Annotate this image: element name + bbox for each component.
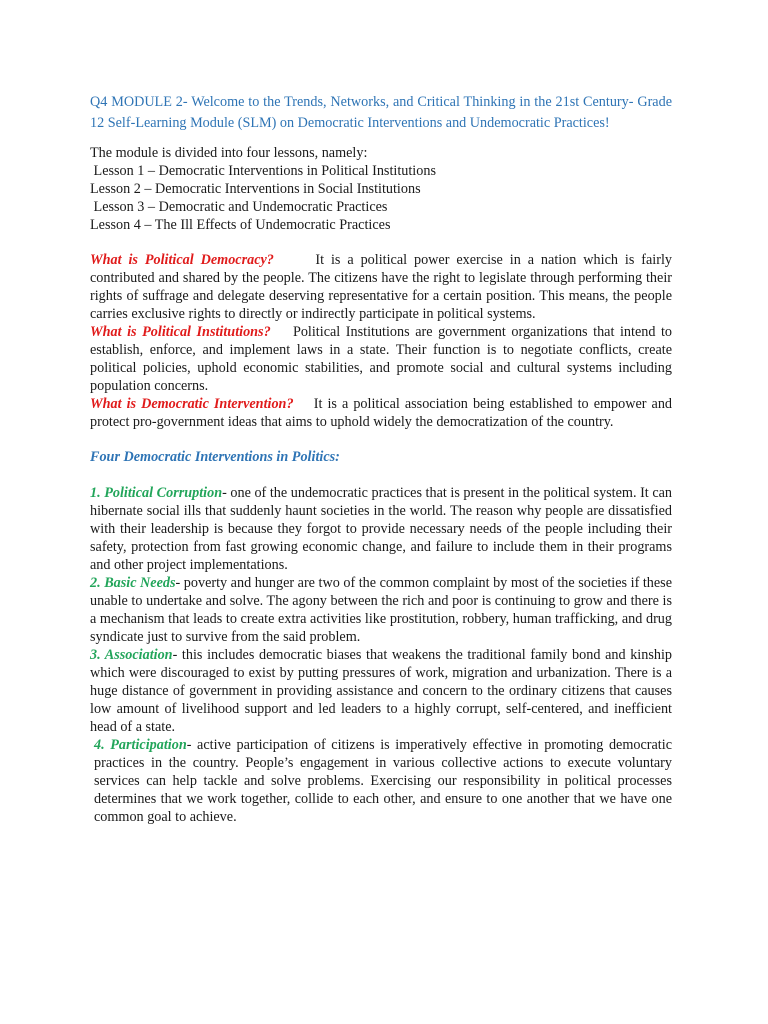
module-title: Q4 MODULE 2- Welcome to the Trends, Networks, and Critical Thinking in the 21st Century- Grade 12 Self-Learning Module (SLM) on Democratic Interventions and Undemocratic Practices!: [90, 94, 672, 131]
lesson-item: Lesson 4 – The Ill Effects of Undemocratic Practices: [90, 217, 391, 233]
lesson-item: Lesson 1 – Democratic Interventions in Political Institutions: [90, 163, 436, 179]
definition-democratic-intervention: [90, 395, 672, 431]
definition-question: What is Political Democracy?: [90, 252, 274, 268]
intervention-association: [90, 646, 672, 736]
intervention-participation: [90, 736, 672, 826]
intervention-text: - one of the undemocratic practices that is present in the political system. It can hibernate social ills that suddenly haunt societies in the world. The reason why people are dissatisfied with their leadership is because they forgot to provide necessary needs of the people including their safety, protection from fast growing economic change, and failure to include them in their programs and other project implementations.: [90, 485, 673, 573]
intervention-political-corruption: [90, 484, 672, 574]
intervention-title: 2. Basic Needs: [90, 575, 176, 591]
intervention-title: 3. Association: [90, 647, 173, 663]
definition-question: What is Democratic Intervention?: [90, 396, 294, 412]
lesson-intro: The module is divided into four lessons, namely:: [90, 145, 368, 161]
definition-question: What is Political Institutions?: [90, 324, 271, 340]
lesson-item: Lesson 3 – Democratic and Undemocratic Practices: [90, 199, 388, 215]
definition-answer: It is a political power exercise in a nation which is fairly contributed and shared by the people. The citizens have the right to legislate through performing their rights of suffrage and delegate deserving representative for a certain position. This means, the people carries exclusive rights to directly or indirectly participate in political systems.: [90, 252, 672, 322]
lesson-list: [90, 144, 672, 234]
definition-answer: Political Institutions are government organizations that intend to establish, enforce, and implement laws in a state. Their function is to negotiate conflicts, create political policies, uphold economic stabilities, and promote social and cultural systems including population concerns.: [90, 324, 673, 394]
document-page: [90, 92, 672, 826]
intervention-basic-needs: [90, 574, 672, 646]
lesson-item: Lesson 2 – Democratic Interventions in Social Institutions: [90, 181, 421, 197]
definition-political-democracy: [90, 251, 672, 323]
intervention-title: 4. Participation: [94, 737, 187, 753]
intervention-text: - this includes democratic biases that weakens the traditional family bond and kinship which were discouraged to exist by putting pressures of work, migration and urbanization. There is a huge distance of government in providing assistance and concern to the ordinary citizens that causes low amount of livelihood support and led leaders to a highly corrupt, self-centered, and inefficient head of a state.: [90, 647, 672, 735]
intervention-text: - poverty and hunger are two of the common complaint by most of the societies if these unable to undertake and solve. The agony between the rich and poor is continuing to grow and there is a mechanism that leads to create extra activities like prostitution, robbery, human trafficking, and drug syndicate just to survive from the said problem.: [90, 575, 672, 645]
definition-political-institutions: [90, 323, 672, 395]
section-heading: Four Democratic Interventions in Politics:: [90, 449, 340, 465]
intervention-title: 1. Political Corruption: [90, 485, 223, 501]
intervention-text: - active participation of citizens is imperatively effective in promoting democratic practices in the country. People’s engagement in various collective actions to execute voluntary services can help tackle and solve problems. Exercising our responsibility in political processes determines that we work together, collide to each other, and ensure to one another that we have one common goal to achieve.: [94, 737, 672, 825]
definition-answer: It is a political association being established to empower and protect pro-government ideas that aims to uphold widely the democratization of the country.: [90, 396, 673, 430]
